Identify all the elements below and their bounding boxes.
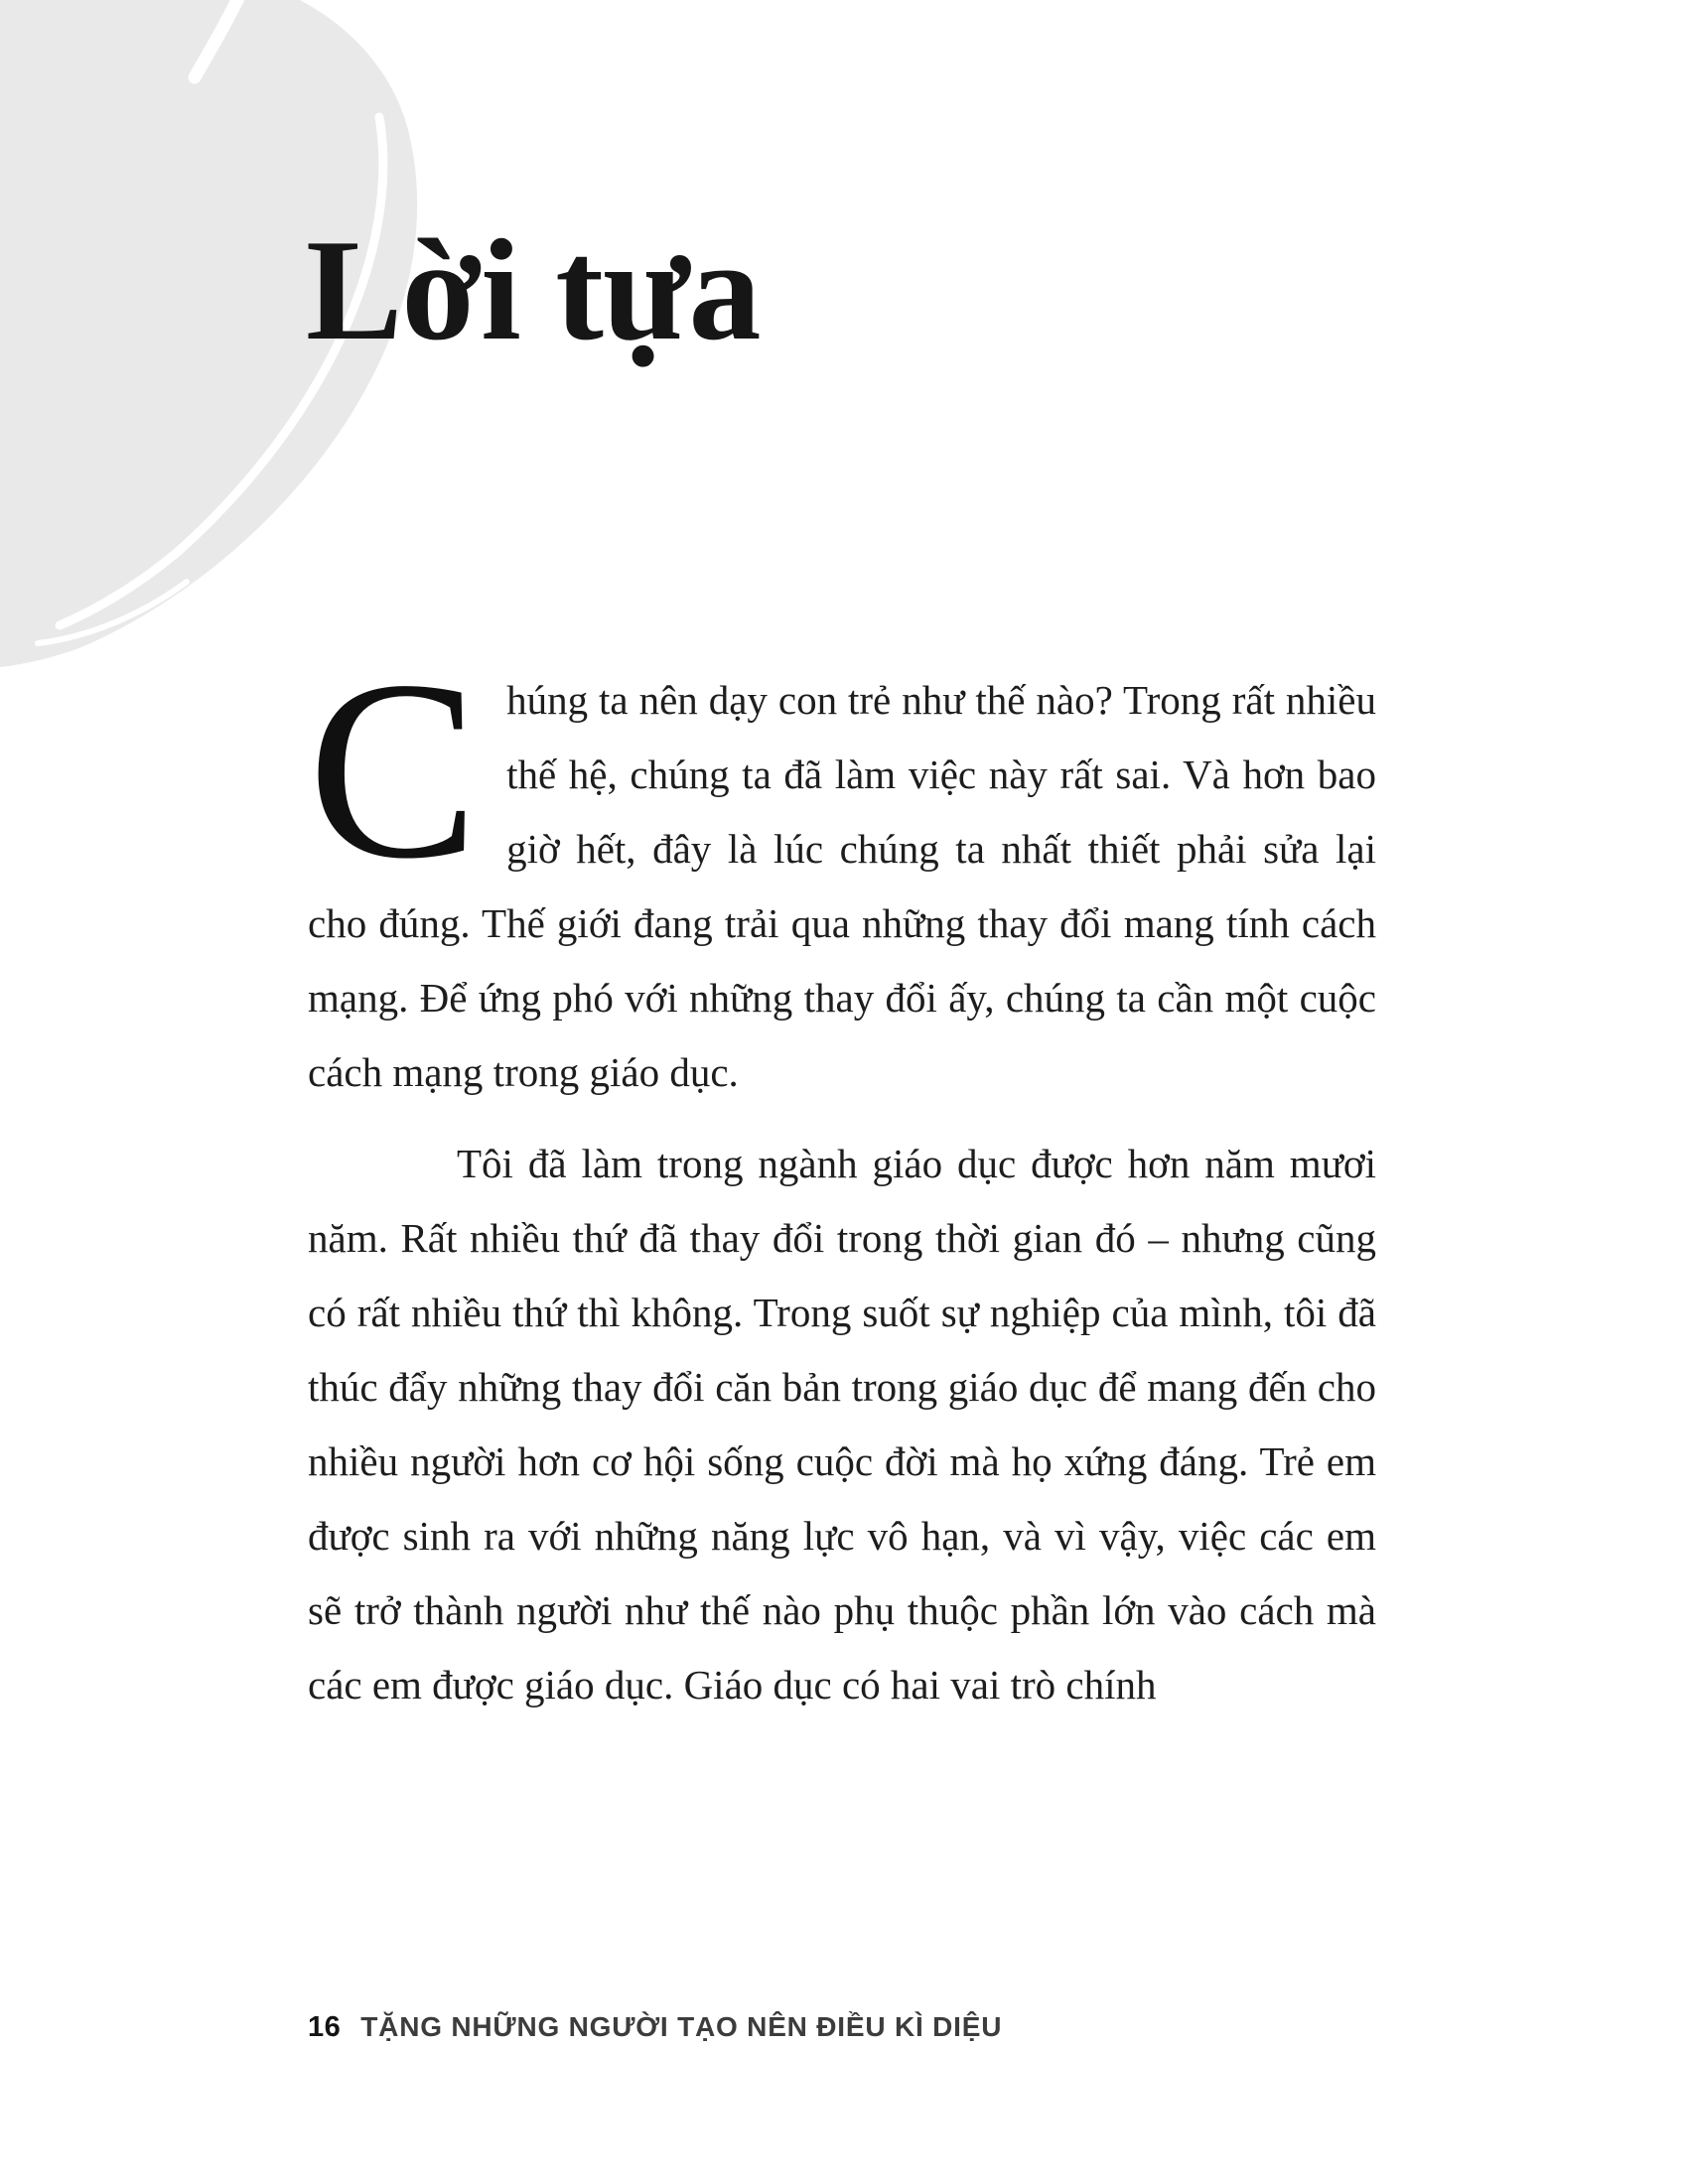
chapter-title: Lời tựa (306, 209, 761, 370)
page-footer (308, 2011, 1002, 2044)
paragraph-1 (308, 627, 1376, 1110)
dropcap-letter: C (308, 627, 480, 911)
running-title: TẶNG NHỮNG NGƯỜI TẠO NÊN ĐIỀU KÌ DIỆU (360, 2011, 1003, 2042)
page-number: 16 (308, 2011, 342, 2043)
paragraph-1-text: húng ta nên dạy con trẻ như thế nào? Trong rất nhiều thế hệ, chúng ta đã làm việc này rất sai. Và hơn bao giờ hết, đây là lúc chúng ta nhất thiết phải sửa lại cho đúng. Thế giới đang trải qua những thay đổi mang tính cách mạng. Để ứng phó với những thay đổi ấy, chúng ta cần một cuộc cách mạng trong giáo dục. (308, 677, 1376, 1095)
paragraph-2: Tôi đã làm trong ngành giáo dục được hơn năm mươi năm. Rất nhiều thứ đã thay đổi trong thời gian đó – nhưng cũng có rất nhiều thứ thì không. Trong suốt sự nghiệp của mình, tôi đã thúc đẩy những thay đổi căn bản trong giáo dục để mang đến cho nhiều người hơn cơ hội sống cuộc đời mà họ xứng đáng. Trẻ em được sinh ra với những năng lực vô hạn, và vì vậy, việc các em sẽ trở thành người như thế nào phụ thuộc phần lớn vào cách mà các em được giáo dục. Giáo dục có hai vai trò chính (308, 1141, 1376, 1707)
body-text (308, 627, 1376, 1722)
